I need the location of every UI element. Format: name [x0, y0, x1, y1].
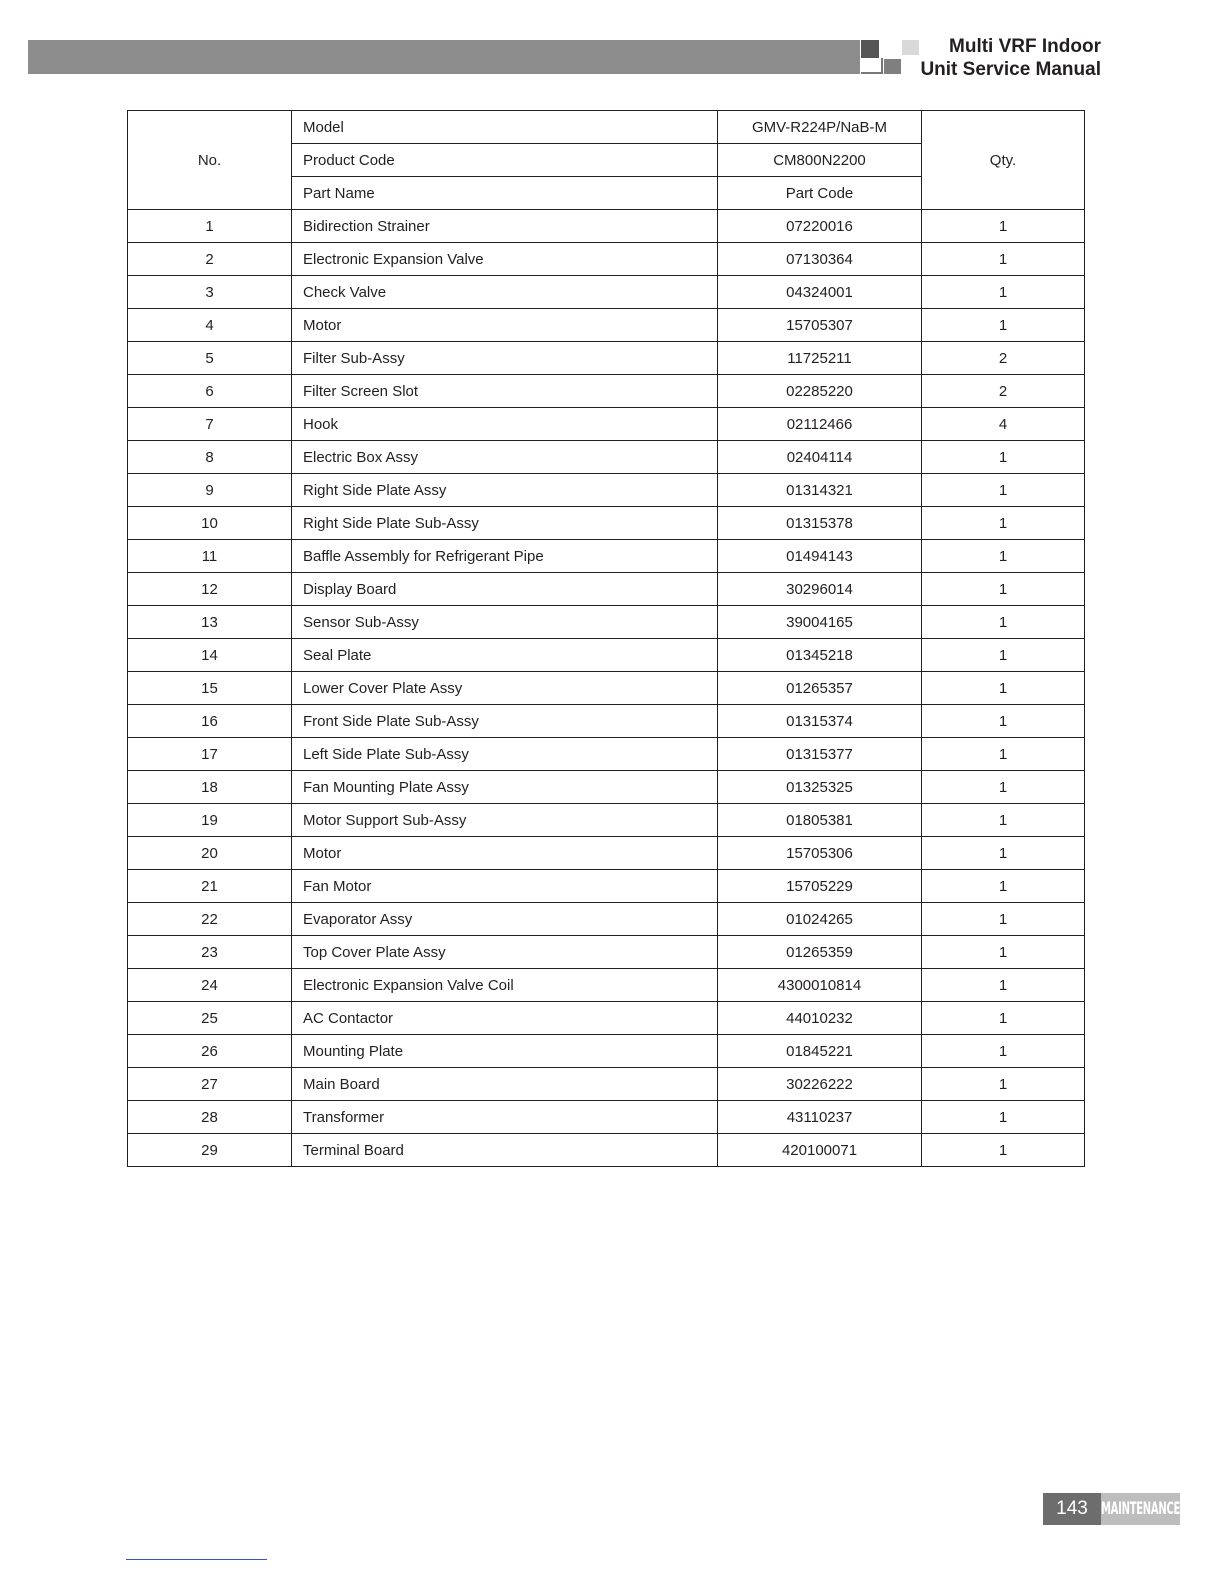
part-code-cell: 01805381 [718, 804, 922, 837]
part-name-cell: Electric Box Assy [292, 441, 718, 474]
table-header-row [128, 111, 1085, 144]
part-name-cell: Motor [292, 309, 718, 342]
part-no-cell: 28 [128, 1101, 292, 1134]
part-name-cell: Top Cover Plate Assy [292, 936, 718, 969]
part-qty-cell: 1 [922, 540, 1085, 573]
part-qty-cell: 1 [922, 672, 1085, 705]
manual-title-line1: Multi VRF Indoor [949, 36, 1101, 57]
part-name-cell: Main Board [292, 1068, 718, 1101]
table-row [128, 870, 1085, 903]
table-row [128, 705, 1085, 738]
part-code-cell: 07130364 [718, 243, 922, 276]
part-qty-cell: 1 [922, 309, 1085, 342]
table-row [128, 936, 1085, 969]
part-qty-cell: 1 [922, 903, 1085, 936]
table-row [128, 474, 1085, 507]
table-row [128, 243, 1085, 276]
header-bar [28, 40, 860, 74]
part-name-cell: Electronic Expansion Valve Coil [292, 969, 718, 1002]
part-no-cell: 16 [128, 705, 292, 738]
part-no-cell: 26 [128, 1035, 292, 1068]
part-qty-cell: 1 [922, 738, 1085, 771]
part-code-cell: 01845221 [718, 1035, 922, 1068]
product-code-value: CM800N2200 [718, 144, 922, 177]
part-no-cell: 22 [128, 903, 292, 936]
table-row [128, 1002, 1085, 1035]
section-label: MAINTENANCE [1101, 1493, 1180, 1525]
part-code-cell: 01315374 [718, 705, 922, 738]
table-row [128, 375, 1085, 408]
part-qty-cell: 1 [922, 1035, 1085, 1068]
page-footer [1043, 1493, 1224, 1525]
part-name-cell: Electronic Expansion Valve [292, 243, 718, 276]
part-qty-cell: 1 [922, 210, 1085, 243]
part-name-cell: Filter Sub-Assy [292, 342, 718, 375]
part-no-cell: 27 [128, 1068, 292, 1101]
part-no-cell: 3 [128, 276, 292, 309]
qty-header: Qty. [922, 111, 1085, 210]
part-qty-cell: 1 [922, 1134, 1085, 1167]
manual-title [920, 35, 1101, 81]
part-code-cell: 15705229 [718, 870, 922, 903]
part-code-cell: 01314321 [718, 474, 922, 507]
part-qty-cell: 1 [922, 969, 1085, 1002]
part-code-cell: 39004165 [718, 606, 922, 639]
product-code-label: Product Code [292, 144, 718, 177]
table-row [128, 309, 1085, 342]
part-name-cell: Mounting Plate [292, 1035, 718, 1068]
table-row [128, 1101, 1085, 1134]
part-no-cell: 6 [128, 375, 292, 408]
part-qty-cell: 1 [922, 474, 1085, 507]
part-no-cell: 18 [128, 771, 292, 804]
table-row [128, 969, 1085, 1002]
part-code-cell: 15705307 [718, 309, 922, 342]
no-header: No. [128, 111, 292, 210]
part-no-cell: 5 [128, 342, 292, 375]
part-name-cell: AC Contactor [292, 1002, 718, 1035]
part-qty-cell: 1 [922, 573, 1085, 606]
table-row [128, 1035, 1085, 1068]
part-qty-cell: 1 [922, 276, 1085, 309]
part-code-cell: 01315377 [718, 738, 922, 771]
part-name-cell: Left Side Plate Sub-Assy [292, 738, 718, 771]
part-qty-cell: 1 [922, 1068, 1085, 1101]
part-qty-cell: 1 [922, 837, 1085, 870]
part-qty-cell: 2 [922, 342, 1085, 375]
table-row [128, 210, 1085, 243]
part-code-cell: 4300010814 [718, 969, 922, 1002]
footer-link-line [126, 1559, 267, 1560]
part-name-cell: Terminal Board [292, 1134, 718, 1167]
part-no-cell: 21 [128, 870, 292, 903]
part-code-cell: 04324001 [718, 276, 922, 309]
part-name-header: Part Name [292, 177, 718, 210]
part-code-cell: 30226222 [718, 1068, 922, 1101]
part-name-cell: Baffle Assembly for Refrigerant Pipe [292, 540, 718, 573]
part-qty-cell: 1 [922, 936, 1085, 969]
table-row [128, 408, 1085, 441]
part-name-cell: Bidirection Strainer [292, 210, 718, 243]
model-value: GMV-R224P/NaB-M [718, 111, 922, 144]
table-row [128, 507, 1085, 540]
part-no-cell: 14 [128, 639, 292, 672]
part-no-cell: 20 [128, 837, 292, 870]
header-decor-square [861, 40, 879, 58]
part-code-cell: 02285220 [718, 375, 922, 408]
table-row [128, 606, 1085, 639]
part-name-cell: Right Side Plate Sub-Assy [292, 507, 718, 540]
part-name-cell: Display Board [292, 573, 718, 606]
table-row [128, 738, 1085, 771]
part-no-cell: 7 [128, 408, 292, 441]
part-name-cell: Motor Support Sub-Assy [292, 804, 718, 837]
part-no-cell: 24 [128, 969, 292, 1002]
table-row [128, 1134, 1085, 1167]
model-label: Model [292, 111, 718, 144]
part-code-cell: 01494143 [718, 540, 922, 573]
page-number: 143 [1043, 1493, 1101, 1525]
part-qty-cell: 1 [922, 1002, 1085, 1035]
part-code-cell: 02404114 [718, 441, 922, 474]
part-no-cell: 25 [128, 1002, 292, 1035]
part-code-cell: 01265359 [718, 936, 922, 969]
part-no-cell: 10 [128, 507, 292, 540]
part-code-cell: 420100071 [718, 1134, 922, 1167]
part-name-cell: Front Side Plate Sub-Assy [292, 705, 718, 738]
part-no-cell: 1 [128, 210, 292, 243]
part-name-cell: Filter Screen Slot [292, 375, 718, 408]
table-row [128, 903, 1085, 936]
part-name-cell: Lower Cover Plate Assy [292, 672, 718, 705]
part-name-cell: Evaporator Assy [292, 903, 718, 936]
manual-title-line2: Unit Service Manual [920, 59, 1101, 80]
table-row [128, 573, 1085, 606]
table-row [128, 837, 1085, 870]
part-no-cell: 19 [128, 804, 292, 837]
part-name-cell: Sensor Sub-Assy [292, 606, 718, 639]
table-row [128, 771, 1085, 804]
parts-table [127, 110, 1085, 1167]
part-qty-cell: 1 [922, 639, 1085, 672]
part-qty-cell: 1 [922, 243, 1085, 276]
part-qty-cell: 1 [922, 804, 1085, 837]
part-code-cell: 07220016 [718, 210, 922, 243]
part-no-cell: 11 [128, 540, 292, 573]
part-qty-cell: 1 [922, 705, 1085, 738]
part-code-cell: 30296014 [718, 573, 922, 606]
part-no-cell: 15 [128, 672, 292, 705]
header-decor-square [902, 40, 919, 55]
part-name-cell: Right Side Plate Assy [292, 474, 718, 507]
table-row [128, 540, 1085, 573]
part-code-cell: 44010232 [718, 1002, 922, 1035]
part-no-cell: 8 [128, 441, 292, 474]
table-row [128, 1068, 1085, 1101]
part-code-cell: 43110237 [718, 1101, 922, 1134]
part-no-cell: 23 [128, 936, 292, 969]
part-name-cell: Seal Plate [292, 639, 718, 672]
part-qty-cell: 1 [922, 441, 1085, 474]
table-row [128, 342, 1085, 375]
part-qty-cell: 1 [922, 870, 1085, 903]
part-qty-cell: 4 [922, 408, 1085, 441]
part-no-cell: 17 [128, 738, 292, 771]
part-no-cell: 2 [128, 243, 292, 276]
header-decor-line [861, 58, 883, 74]
part-name-cell: Hook [292, 408, 718, 441]
part-qty-cell: 1 [922, 1101, 1085, 1134]
part-no-cell: 13 [128, 606, 292, 639]
table-row [128, 276, 1085, 309]
part-code-cell: 01315378 [718, 507, 922, 540]
part-code-cell: 01024265 [718, 903, 922, 936]
part-no-cell: 12 [128, 573, 292, 606]
part-no-cell: 9 [128, 474, 292, 507]
table-row [128, 804, 1085, 837]
part-name-cell: Motor [292, 837, 718, 870]
part-code-cell: 01325325 [718, 771, 922, 804]
part-qty-cell: 2 [922, 375, 1085, 408]
table-row [128, 639, 1085, 672]
part-qty-cell: 1 [922, 771, 1085, 804]
part-qty-cell: 1 [922, 507, 1085, 540]
part-no-cell: 4 [128, 309, 292, 342]
part-code-cell: 15705306 [718, 837, 922, 870]
part-code-cell: 01345218 [718, 639, 922, 672]
header-decor-square [884, 59, 901, 74]
table-row [128, 441, 1085, 474]
part-qty-cell: 1 [922, 606, 1085, 639]
part-code-cell: 11725211 [718, 342, 922, 375]
part-code-cell: 01265357 [718, 672, 922, 705]
part-no-cell: 29 [128, 1134, 292, 1167]
part-code-cell: 02112466 [718, 408, 922, 441]
part-name-cell: Fan Mounting Plate Assy [292, 771, 718, 804]
part-name-cell: Check Valve [292, 276, 718, 309]
table-row [128, 672, 1085, 705]
part-name-cell: Fan Motor [292, 870, 718, 903]
part-code-header: Part Code [718, 177, 922, 210]
part-name-cell: Transformer [292, 1101, 718, 1134]
